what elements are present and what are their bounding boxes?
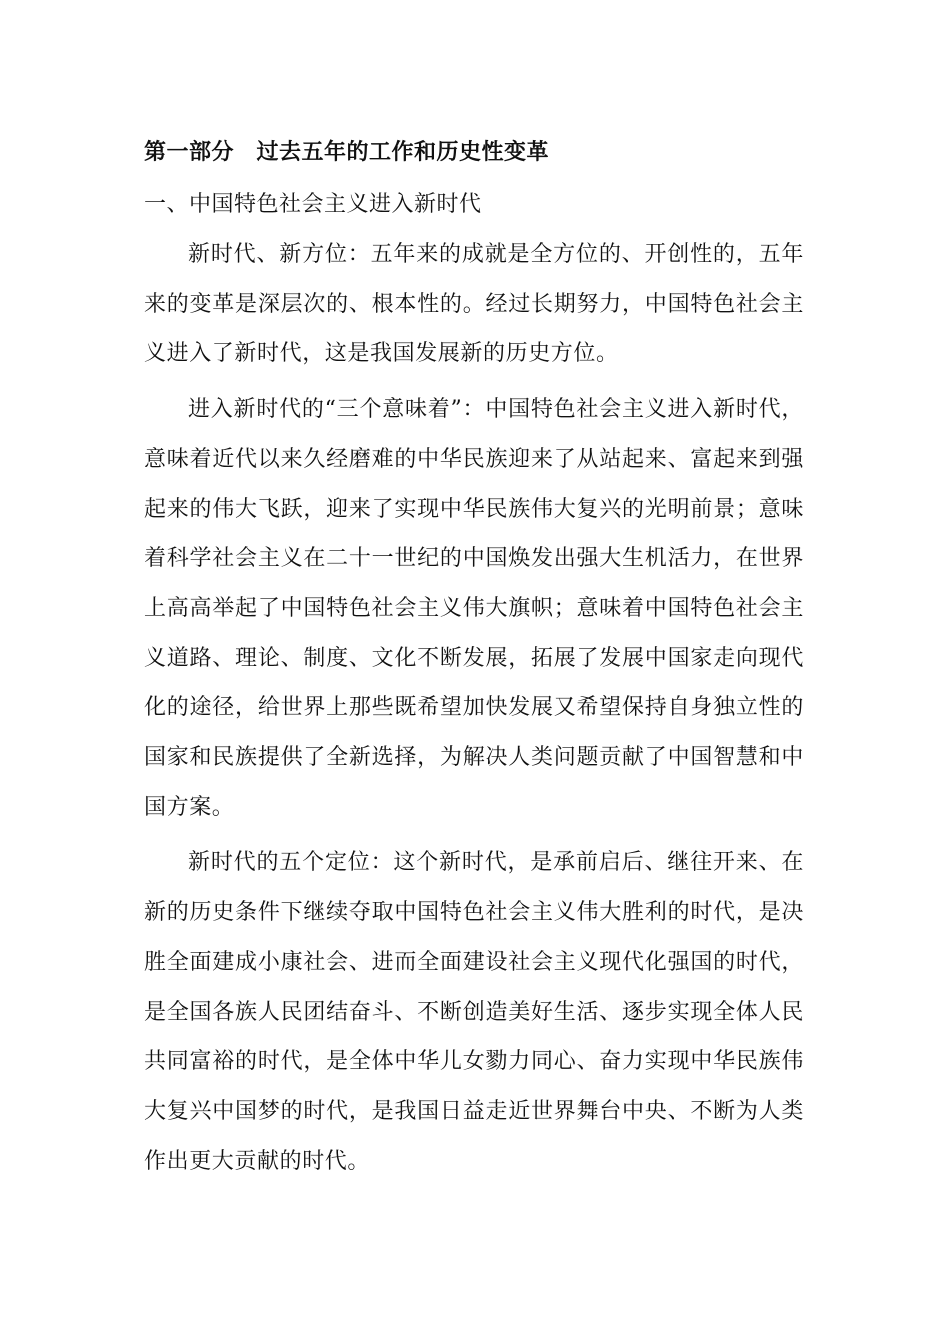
- paragraph-three-meanings: 进入新时代的“三个意味着”：中国特色社会主义进入新时代，意味着近代以来久经磨难的中华民族迎来了从站起来、富起来到强起来的伟大飞跃，迎来了实现中华民族伟大复兴的光明前景；意味着科学社会主义在二十一世纪的中国焕发出强大生机活力，在世界上高高举起了中国特色社会主义伟大旗帜；意味着中国特色社会主义道路、理论、制度、文化不断发展，拓展了发展中国家走向现代化的途径，给世界上那些既希望加快发展又希望保持自身独立性的国家和民族提供了全新选择，为解决人类问题贡献了中国智慧和中国方案。: [144, 397, 804, 820]
- paragraph-five-positions: 新时代的五个定位：这个新时代，是承前启后、继往开来、在新的历史条件下继续夺取中国特色社会主义伟大胜利的时代，是决胜全面建成小康社会、进而全面建设社会主义现代化强国的时代，是全国各族人民团结奋斗、不断创造美好生活、逐步实现全体人民共同富裕的时代，是全体中华儿女勠力同心、奋力实现中华民族伟大复兴中国梦的时代，是我国日益走近世界舞台中央、不断为人类作出更大贡献的时代。: [144, 850, 804, 1174]
- part-heading: 第一部分 过去五年的工作和历史性变革: [144, 139, 550, 165]
- paragraph-new-era-position: 新时代、新方位：五年来的成就是全方位的、开创性的，五年来的变革是深层次的、根本性的。经过长期努力，中国特色社会主义进入了新时代，这是我国发展新的历史方位。: [144, 242, 804, 367]
- document-body: [144, 132, 804, 1186]
- section-title: 一、中国特色社会主义进入新时代: [144, 192, 482, 217]
